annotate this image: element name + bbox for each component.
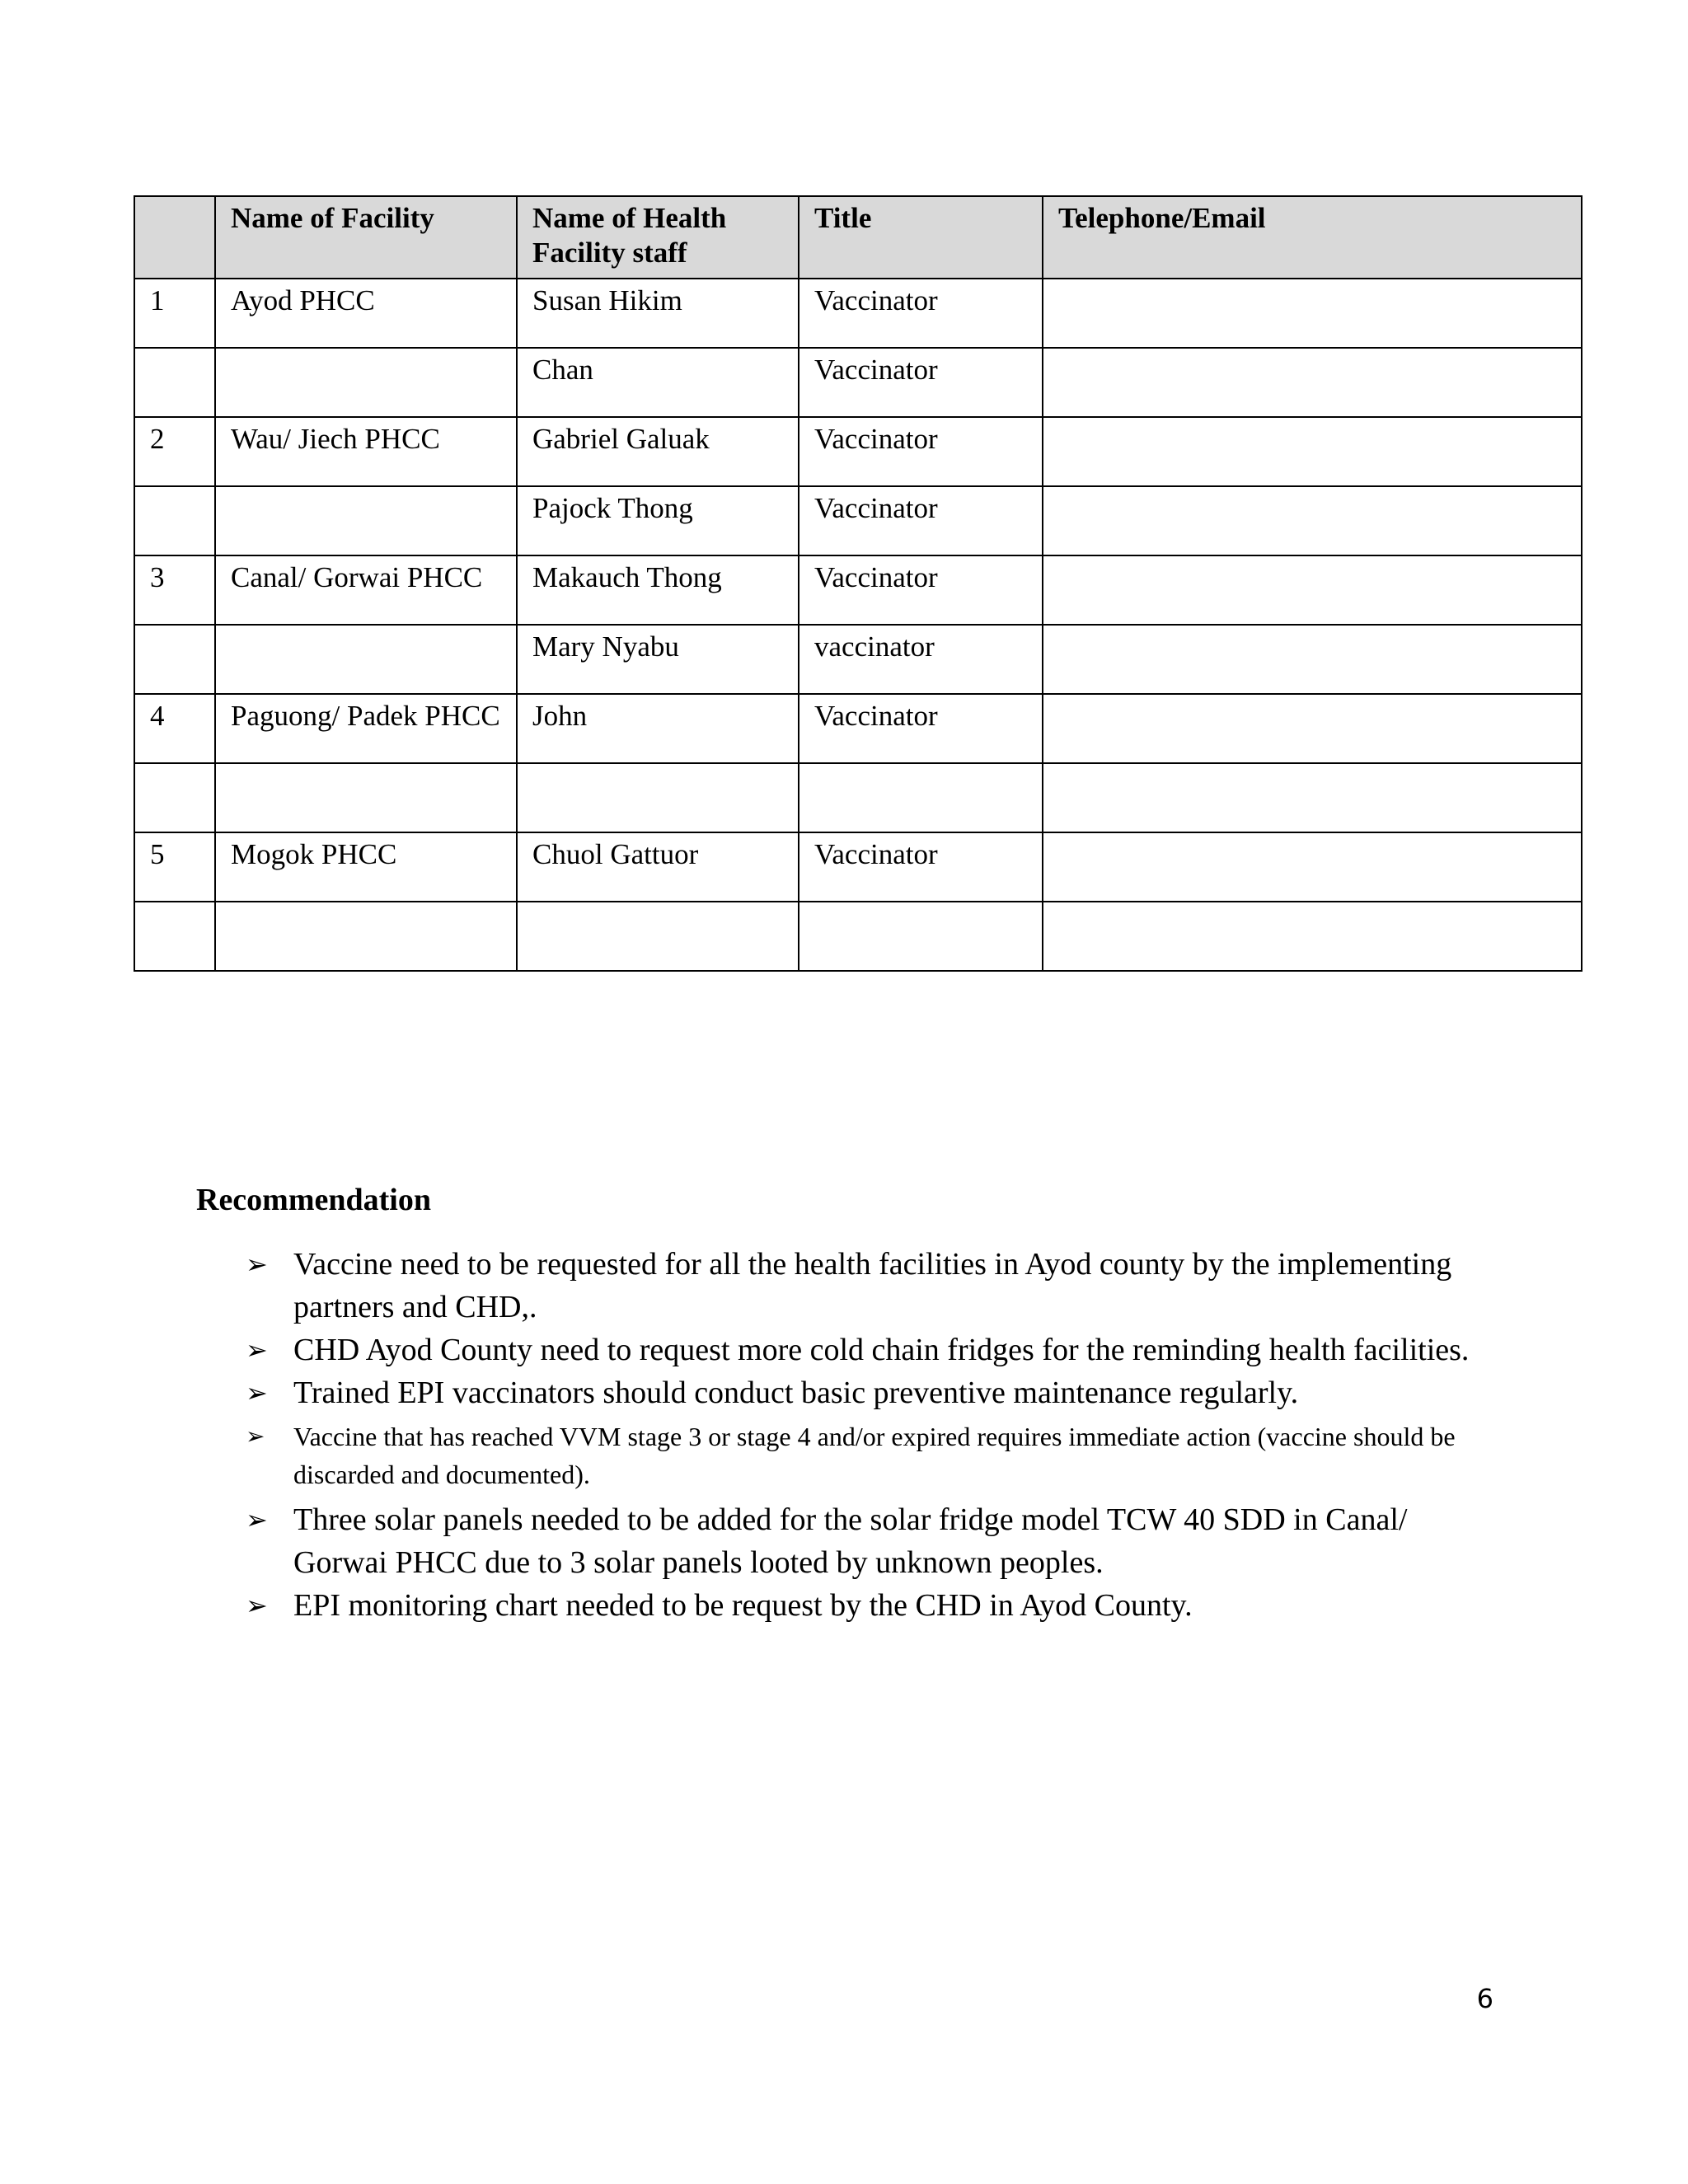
staff-contact	[1043, 486, 1582, 555]
staff-name	[517, 763, 799, 832]
header-contact: Telephone/Email	[1043, 196, 1582, 279]
facility-name	[215, 625, 517, 694]
staff-title: Vaccinator	[799, 486, 1043, 555]
recommendation-heading: Recommendation	[196, 1183, 431, 1217]
recommendation-text: Three solar panels needed to be added for the solar fridge model TCW 40 SDD in Canal/ Gorwai PHCC due to 3 solar panels looted by unknown peoples.	[293, 1502, 1408, 1580]
staff-title: Vaccinator	[799, 832, 1043, 902]
row-number: 4	[134, 694, 215, 763]
staff-title: Vaccinator	[799, 417, 1043, 486]
facility-name: Canal/ Gorwai PHCC	[215, 555, 517, 625]
staff-name: Susan Hikim	[517, 279, 799, 348]
list-item	[196, 1329, 1498, 1371]
header-title: Title	[799, 196, 1043, 279]
health-staff-table	[134, 195, 1582, 972]
facility-name: Mogok PHCC	[215, 832, 517, 902]
table-row	[134, 348, 1582, 417]
list-item	[196, 1418, 1498, 1493]
staff-name: John	[517, 694, 799, 763]
staff-contact	[1043, 279, 1582, 348]
list-item	[196, 1498, 1498, 1584]
staff-title	[799, 763, 1043, 832]
list-item	[196, 1243, 1498, 1329]
recommendation-text: Vaccine need to be requested for all the health facilities in Ayod county by the implementing partners and CHD,.	[293, 1247, 1452, 1324]
row-number	[134, 625, 215, 694]
row-number: 2	[134, 417, 215, 486]
list-item	[196, 1584, 1498, 1627]
staff-name: Makauch Thong	[517, 555, 799, 625]
header-number	[134, 196, 215, 279]
table-row	[134, 694, 1582, 763]
list-item	[196, 1371, 1498, 1414]
recommendation-list	[196, 1243, 1498, 1627]
staff-name: Pajock Thong	[517, 486, 799, 555]
row-number	[134, 902, 215, 971]
table-row	[134, 417, 1582, 486]
arrow-bullet-icon: ➢	[246, 1249, 268, 1280]
row-number	[134, 486, 215, 555]
recommendation-text: CHD Ayod County need to request more cold chain fridges for the reminding health facilities.	[293, 1333, 1470, 1367]
staff-title: vaccinator	[799, 625, 1043, 694]
staff-contact	[1043, 902, 1582, 971]
staff-name	[517, 902, 799, 971]
staff-name: Chuol Gattuor	[517, 832, 799, 902]
facility-name	[215, 348, 517, 417]
table-row	[134, 486, 1582, 555]
staff-name: Chan	[517, 348, 799, 417]
arrow-bullet-icon: ➢	[246, 1334, 268, 1366]
staff-name: Gabriel Galuak	[517, 417, 799, 486]
staff-name: Mary Nyabu	[517, 625, 799, 694]
row-number: 1	[134, 279, 215, 348]
arrow-bullet-icon: ➢	[246, 1590, 268, 1621]
facility-name: Ayod PHCC	[215, 279, 517, 348]
staff-title	[799, 902, 1043, 971]
table-header-row	[134, 196, 1582, 279]
header-staff: Name of Health Facility staff	[517, 196, 799, 279]
staff-title: Vaccinator	[799, 279, 1043, 348]
staff-contact	[1043, 832, 1582, 902]
row-number	[134, 763, 215, 832]
table-row	[134, 555, 1582, 625]
staff-title: Vaccinator	[799, 348, 1043, 417]
staff-title: Vaccinator	[799, 555, 1043, 625]
row-number: 3	[134, 555, 215, 625]
staff-contact	[1043, 417, 1582, 486]
table-row	[134, 763, 1582, 832]
staff-contact	[1043, 555, 1582, 625]
staff-contact	[1043, 763, 1582, 832]
table-row	[134, 625, 1582, 694]
staff-contact	[1043, 625, 1582, 694]
arrow-bullet-icon: ➢	[246, 1422, 265, 1450]
page-number: 6	[1476, 1983, 1493, 2014]
row-number: 5	[134, 832, 215, 902]
facility-name: Paguong/ Padek PHCC	[215, 694, 517, 763]
arrow-bullet-icon: ➢	[246, 1377, 268, 1408]
facility-name	[215, 763, 517, 832]
table-row	[134, 902, 1582, 971]
facility-name: Wau/ Jiech PHCC	[215, 417, 517, 486]
staff-contact	[1043, 694, 1582, 763]
recommendation-text: Trained EPI vaccinators should conduct basic preventive maintenance regularly.	[293, 1376, 1299, 1410]
table-row	[134, 279, 1582, 348]
facility-name	[215, 902, 517, 971]
staff-title: Vaccinator	[799, 694, 1043, 763]
table-row	[134, 832, 1582, 902]
facility-name	[215, 486, 517, 555]
staff-contact	[1043, 348, 1582, 417]
arrow-bullet-icon: ➢	[246, 1504, 268, 1535]
row-number	[134, 348, 215, 417]
recommendation-text: Vaccine that has reached VVM stage 3 or stage 4 and/or expired requires immediate action (vaccine should be discarded and documented).	[293, 1422, 1456, 1489]
recommendation-text: EPI monitoring chart needed to be request by the CHD in Ayod County.	[293, 1588, 1193, 1623]
header-facility: Name of Facility	[215, 196, 517, 279]
